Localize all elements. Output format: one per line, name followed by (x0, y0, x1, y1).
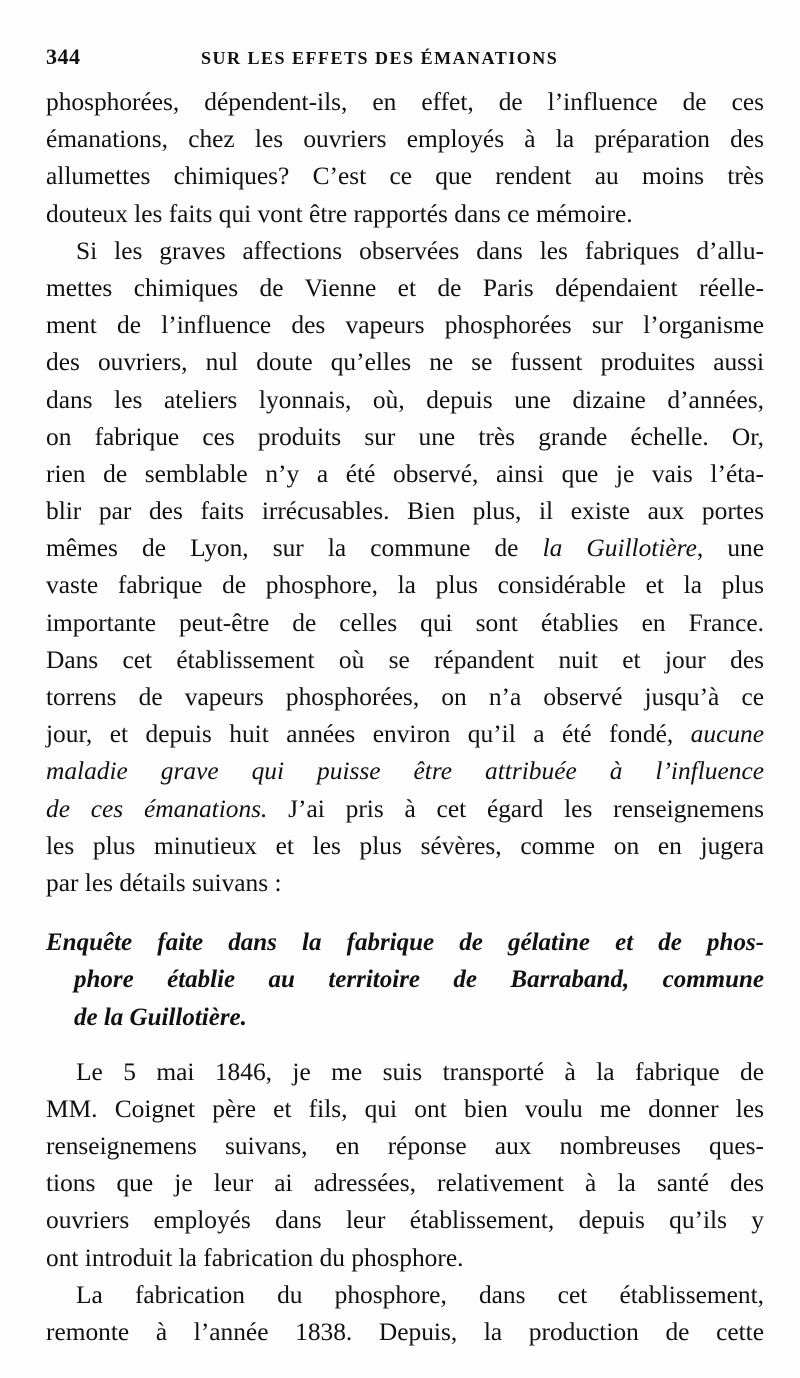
paragraph-vapeurs (46, 233, 764, 902)
page-number: 344 (46, 44, 81, 69)
text-line: torrens de vapeurs phosphorées, on n’a observé jusqu’à ce (46, 683, 764, 711)
heading-line: Enquête faite dans la fabrique de gélatine et de phos- (46, 929, 764, 957)
text-line: allumettes chimiques? C’est ce que rendent au moins très (46, 162, 764, 191)
text-line: remonte à l’année 1838. Depuis, la production de cette (46, 1318, 764, 1346)
text-line: émanations, chez les ouvriers employés à la préparation des (46, 125, 764, 154)
text-line: dans les ateliers lyonnais, où, depuis une dizaine d’années, (46, 385, 764, 414)
text-line: Le 5 mai 1846, je me suis transporté à la fabrique de (76, 1057, 764, 1086)
text-line: MM. Coignet père et fils, qui ont bien voulu me donner les (46, 1094, 764, 1123)
text-line: par les détails suivans : (46, 868, 282, 897)
text-line: vaste fabrique de phosphore, la plus considérable et la plus (46, 571, 764, 600)
text-line: Si les graves affections observées dans les fabriques d’allu- (76, 236, 764, 265)
text-run: J’ai pris à cet égard les renseignemens (267, 794, 764, 823)
heading-line: phore établie au territoire de Barraband, commune (74, 966, 764, 994)
text-line: les plus minutieux et les plus sévères, comme on en jugera (46, 831, 764, 860)
paragraph-continuation (46, 84, 764, 233)
text-line: importante peut-être de celles qui sont établies en France. (46, 608, 764, 637)
text-run: jour, et depuis huit années environ qu’il a été fondé, (46, 720, 691, 749)
text-line (46, 530, 764, 567)
section-heading (46, 924, 764, 1036)
text-line: mettes chimiques de Vienne et de Paris dépendaient réelle- (46, 273, 764, 302)
italic-place-name: la Guillotière (542, 534, 697, 563)
paragraph-fabrication (46, 1277, 764, 1351)
running-head: SUR LES EFFETS DES ÉMANATIONS (201, 48, 559, 68)
text-run: mêmes de Lyon, sur la commune de (46, 534, 543, 563)
text-line: douteux les faits qui vont être rapportés dans ce mémoire. (46, 199, 633, 228)
text-line: ouvriers employés dans leur établissement, depuis qu’ils y (46, 1206, 764, 1235)
text-line (46, 716, 764, 753)
text-line: ment de l’influence des vapeurs phosphorées sur l’organisme (46, 311, 764, 340)
text-line: des ouvriers, nul doute qu’elles ne se fussent produites aussi (46, 348, 764, 377)
text-line: blir par des faits irrécusables. Bien plus, il existe aux portes (46, 497, 764, 526)
text-line: ont introduit la fabrication du phosphore. (46, 1243, 464, 1272)
text-line: phosphorées, dépendent-ils, en effet, de l’influence de ces (46, 88, 764, 116)
paragraph-enquete (46, 1054, 764, 1277)
italic-emphasis-line: maladie grave qui puisse être attribuée à l’influence (46, 757, 764, 786)
page-header (46, 44, 770, 70)
text-line: La fabrication du phosphore, dans cet établissement, (76, 1280, 764, 1309)
text-run: , une (696, 534, 764, 563)
text-line: tions que je leur ai adressées, relativement à la santé des (46, 1169, 764, 1198)
text-line: renseignemens suivans, en réponse aux nombreuses ques- (46, 1132, 764, 1161)
text-line: Dans cet établissement où se répandent nuit et jour des (46, 645, 764, 674)
text-line: on fabrique ces produits sur une très grande échelle. Or, (46, 422, 764, 451)
heading-line: de la Guillotière. (74, 1003, 247, 1031)
text-line (46, 791, 764, 828)
italic-emphasis: aucune (690, 720, 764, 749)
body-text (46, 84, 764, 1351)
italic-emphasis: de ces émanations. (46, 794, 268, 823)
text-line: rien de semblable n’y a été observé, ainsi que je vais l’éta- (46, 459, 764, 488)
